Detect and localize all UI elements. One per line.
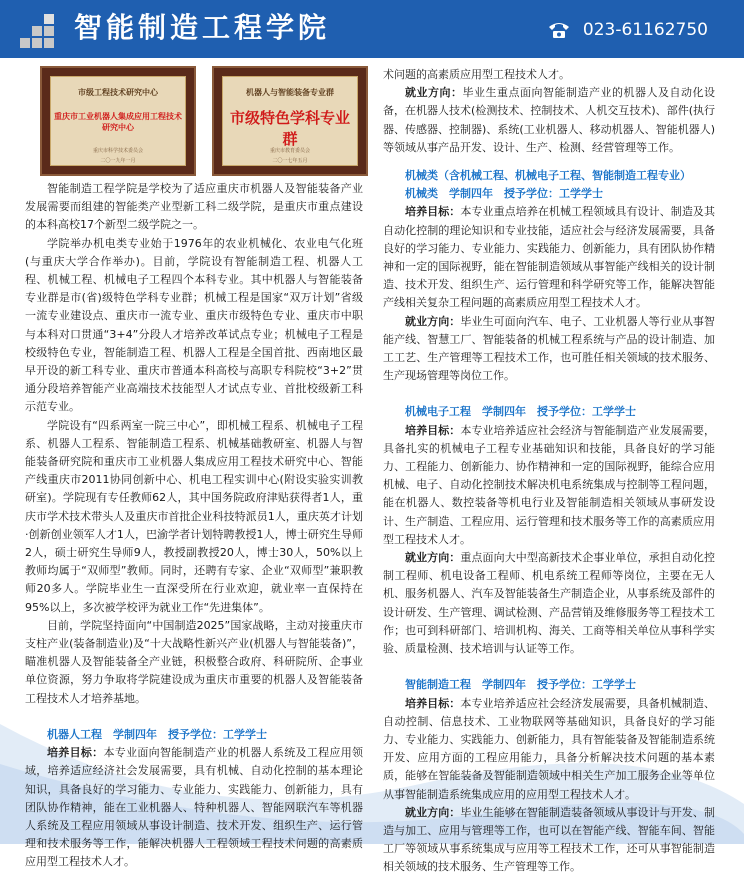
robot-direction-paragraph xyxy=(383,84,715,157)
mechatronics-program-heading: 机械电子工程 学制四年 授予学位：工学学士 xyxy=(405,405,636,419)
plaque-top-text: 市级工程技术研究中心 xyxy=(78,88,158,97)
goal-text: 本专业培养适应社会经济发展需要，具备机械制造、自动控制、信息技术、工业物联网等基础知识，具备良好的学习能力、专业能力、实践能力、创新能力，具有智能装备及智能制造系统开发、应用方面的工程应用能力，具备分析解决技术问题的基本素质，能够在智能装备及智能制造领域中相关生产加工服务企业等单位从事智能制造系统集成应用的应用型工程技术人才。 xyxy=(383,696,716,801)
direction-text: 毕业生能够在智能制造装备领域从事设计与开发、制造与加工、应用与管理等工作，也可以在智能产线、智能车间、智能工厂等领域从事系统集成与应用等工程技术工作，还可从事智能制造相关领域的技术服务、生产管理等工作。 xyxy=(383,805,716,874)
mech-direction-paragraph xyxy=(383,313,715,386)
goal-text: 本专业培养适应社会经济与智能制造产业发展需要，具备扎实的机械电子工程专业基础知识和技能，具备良好的学习能力、工程能力、创新能力、协作精神和一定的国际视野，能综合应用机械、电子、自动化控制技术解决机电系统集成与控制等工程问题，能在机器人、数控装备等机电行业及智能制造相关领域从事研发设计、生产制造、工程应用、运行管理和技术服务等工作的高素质应用型工程技术人才。 xyxy=(383,423,716,546)
goal-text: 本专业面向智能制造产业的机器人系统及工程应用领域，培养适应经济社会发展需要，具有机械、自动化控制的基本理论知识，具备良好的学习能力、专业能力、实践能力、创新能力，具有团队协作精神，能在工业机器人、特种机器人、智能网联汽车等机器人系统及工程应用领域从事设计制造、技术开发、组织生产、运行管理和技术服务等工作，能解决机器人工程领域工程技术问题的高素质应用型工程技术人才。 xyxy=(25,746,364,869)
plaque-date: 二〇一七年五月 xyxy=(272,158,308,164)
robot-goal-paragraph xyxy=(25,744,363,871)
plaque-issuer: 重庆市教育委员会 xyxy=(269,148,310,154)
intro-paragraph: 学院举办机电类专业始于1976年的农业机械化、农业电气化班(与重庆大学合作举办)。目前，学院设有智能制造工程、机器人工程、机械工程、机械电子工程四个本科专业。其中机器人与智能装备专业群是市(省)级特色学科专业群；机械工程是国家“双万计划”省级一流专业建设点、重庆市一流专业、重庆市级特色专业、重庆市中职与本科对口贯通“3+4”分段人才培养改革试点专业；机械电子工程是校级特色专业，智能制造工程、机器人工程是全国首批、西南地区最早开设的新工科专业、重庆市普通本科高校与高职专科院校“3+2”贯通分段培养智能产业高端技术技能型人才试点专业、首批校级新工科示范专业。 xyxy=(25,236,363,414)
award-plaque xyxy=(40,66,196,176)
phone-number xyxy=(547,18,708,42)
plaque-date: 二〇一九年一月 xyxy=(100,158,136,164)
robot-goal-continued: 术问题的高素质应用型工程技术人才。 xyxy=(383,68,570,81)
direction-text: 重点面向大中型高新技术企事业单位，承担自动化控制工程师、机电设备工程师、机电系统工程师等岗位，主要在无人机、服务机器人、汽车及智能装备生产制造企业，从事系统及部件的设计研发、生产管理、调试检测、产品营销及维修服务等工程技术工作；也可到科研部门、培训机构、海关、工商等相关单位从事科学实验、质量检测、技术培训与认证等工作。 xyxy=(383,551,716,656)
intro-paragraph: 目前，学院坚持面向“中国制造2025”国家战略，主动对接重庆市支柱产业(装备制造业)及“十大战略性新兴产业(机器人与智能装备)”，瞄准机器人及智能装备全产业链，积极整合政府、科研院所、企事业单位资源，努力争取将学院建设成为重庆市重要的机器人及智能装备工程技术人才培养基地。 xyxy=(25,618,363,705)
intro-paragraph: 学院设有“四系两室一院三中心”，即机械工程系、机械电子工程系、机器人工程系、智能制造工程系、机械基础教研室、机器人与智能装备研究院和重庆市工业机器人集成应用工程技术研究中心、智能产线重庆市2011协同创新中心、机电工程实训中心(附设实验实训教研室)。学院现有专任教师62人，其中国务院政府津贴获得者1人，重庆市学术技术带头人及重庆市首批企业科技特派员1人，重庆英才计划·创新创业领军人才1人，巴渝学者计划特聘教授1人，博士研究生导师2人，硕士研究生导师9人，教授副教授20人，博士30人，50%以上教师均属于“双师型”教师。同时，还聘有专家、企业“双师型”兼职教师20多人。学院毕业生一直深受所在行业欢迎，就业率一直保持在95%以上，多次被学校评为就业工作“先进集体”。 xyxy=(25,418,363,614)
page-header xyxy=(0,0,744,58)
goal-label: 培养目标： xyxy=(47,746,104,760)
award-plaques xyxy=(40,66,376,178)
intelligent-direction-paragraph xyxy=(383,804,715,877)
intelligent-goal-paragraph xyxy=(383,695,715,804)
goal-label: 培养目标： xyxy=(405,423,461,437)
mechatronics-direction-paragraph xyxy=(383,549,715,658)
goal-label: 培养目标： xyxy=(405,696,461,710)
phone-text: 023-61162750 xyxy=(582,20,708,40)
decorative-squares-icon xyxy=(20,14,60,54)
intelligent-program-heading: 智能制造工程 学制四年 授予学位：工学学士 xyxy=(405,678,636,692)
direction-label: 就业方向： xyxy=(405,551,461,565)
right-column xyxy=(383,66,715,877)
plaque-main-text: 市级特色学科专业群 xyxy=(229,109,350,148)
mech-category-heading: 机械类（含机械工程、机械电子工程、智能制造工程专业） xyxy=(405,169,691,183)
goal-text: 本专业重点培养在机械工程领域具有设计、制造及其自动化控制的理论知识和专业技能，适应社会与经济发展需要，具备良好的学习能力、专业能力、实践能力、创新能力，具有团队协作精神和一定的国际视野，能在智能制造领域从事智能产线相关的设计制造、技术开发、组织生产、运行管理和科学研究等工作，能解决智能产线相关复杂工程问题的高素质应用型工程技术人才。 xyxy=(383,205,716,310)
direction-text: 毕业生重点面向智能制造产业的机器人及自动化设备，在机器人技术(检测技术、控制技术、人机交互技术)、部件(执行器、传感器、控制器)、系统(工业机器人、移动机器人、智能机器人)等领域从事产品开发、设计、生产、检测、经营管理等工作。 xyxy=(383,86,715,154)
telephone-icon xyxy=(547,20,571,40)
intro-paragraph: 智能制造工程学院是学校为了适应重庆市机器人及智能装备产业发展需要而组建的智能类产业型新工科二级学院，是重庆市重点建设的本科高校17个新型二级学院之一。 xyxy=(25,182,363,232)
left-column xyxy=(25,180,363,872)
plaque-main-text: 重庆市工业机器人集成应用工程技术研究中心 xyxy=(54,112,182,132)
direction-label: 就业方向： xyxy=(405,86,463,100)
award-plaque xyxy=(212,66,368,176)
goal-label: 培养目标： xyxy=(405,205,461,219)
direction-label: 就业方向： xyxy=(405,805,461,819)
mech-goal-paragraph xyxy=(383,203,715,312)
direction-text: 毕业生可面向汽车、电子、工业机器人等行业从事智能产线、智慧工厂、智能装备的机械工程系统与产品的设计制造、加工工艺、生产管理等工程技术工作，也可胜任相关领域的技术服务、生产现场管理等岗位工作。 xyxy=(383,314,716,383)
direction-label: 就业方向： xyxy=(405,314,461,328)
plaque-top-text: 机器人与智能装备专业群 xyxy=(246,88,334,97)
mechatronics-goal-paragraph xyxy=(383,422,715,549)
plaque-issuer: 重庆市科学技术委员会 xyxy=(92,148,143,154)
page-title: 智能制造工程学院 xyxy=(74,11,331,44)
mech-program-heading: 机械类 学制四年 授予学位：工学学士 xyxy=(405,187,603,201)
robot-program-heading: 机器人工程 学制四年 授予学位：工学学士 xyxy=(47,727,267,741)
